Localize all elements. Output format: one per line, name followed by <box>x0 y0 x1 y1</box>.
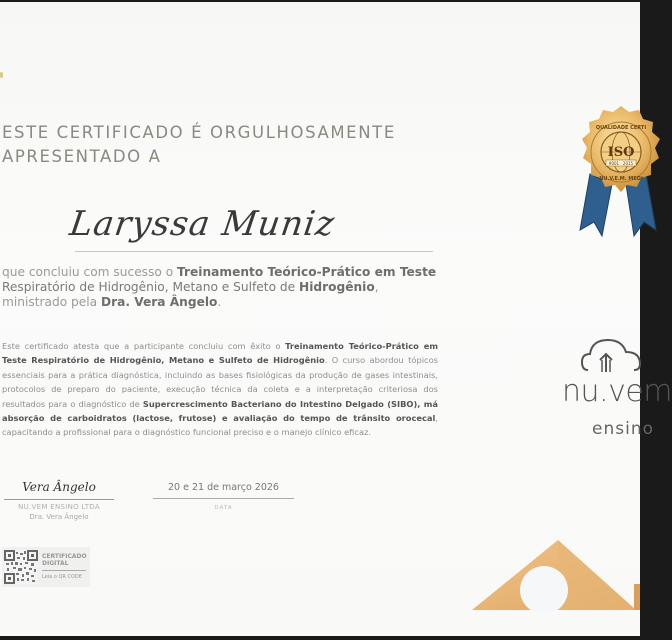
signature-script: Vera Ângelo <box>22 480 96 494</box>
qr-title <box>42 553 87 567</box>
corner-ornament <box>0 72 3 78</box>
description-paragraph <box>2 339 438 440</box>
date-value: 20 e 21 de março 2026 <box>168 482 279 493</box>
heading-line-2: APRESENTADO A <box>2 147 162 166</box>
body-bold: Supercrescimento Bacteriano do Intestino Delgado (SIBO), má absorção de carboidratos (lactose, frutose) e avaliação do tempo de trânsito orocecal <box>2 398 439 424</box>
svg-text:NU.V.E.M. MEDI: NU.V.E.M. MEDI <box>599 176 643 182</box>
name-underline <box>75 251 433 252</box>
body-text: . O curso abordou tópicos essenciais para a prática diagnóstica, incluindo as bases fisiológicas da produção de gases intestinais, protocolos de preparo do paciente, execução técnica da coleta e a interpretação criteriosa dos resultados para o diagnóstico de <box>2 355 438 409</box>
intro-text: que concluiu com sucesso o <box>2 265 178 279</box>
body-text: , capacitando a profissional para o diagnóstico funcional preciso e o manejo clínico eficaz. <box>2 413 438 438</box>
signature-line <box>4 499 114 500</box>
iso-quality-seal-icon <box>576 102 666 242</box>
intro-text: , ministrado pela <box>2 280 379 309</box>
intro-text: . <box>217 295 222 309</box>
brand-logo-subtitle: ensino <box>592 419 654 439</box>
pyramid-ornament-icon <box>460 532 640 612</box>
signature-person: Dra. Vera Ângelo <box>29 513 89 521</box>
qr-divider <box>42 570 86 571</box>
certificate-page <box>0 2 672 636</box>
signature-company: NU.VEM ENSINO LTDA <box>18 503 100 511</box>
brand-logo-text: nu.vem <box>562 374 672 409</box>
qr-title-line-1: CERTIFICADO <box>42 553 87 560</box>
body-text: Este certificado atesta que a participante concluiu com êxito o <box>2 341 286 351</box>
svg-text:9001 · 2015: 9001 · 2015 <box>608 160 634 166</box>
intro-paragraph <box>2 265 442 310</box>
qr-code-icon[interactable] <box>4 550 38 584</box>
intro-course-bold: Treinamento Teórico-Prático em Teste <box>177 265 437 279</box>
heading-line-1: ESTE CERTIFICADO É ORGULHOSAMENTE <box>2 123 396 142</box>
date-label: DATA <box>214 505 233 511</box>
digital-certificate-badge <box>2 547 90 587</box>
date-block <box>153 482 294 511</box>
intro-course-bold: Hidrogênio <box>299 280 375 294</box>
instructor-name: Dra. Vera Ângelo <box>101 295 218 309</box>
signature-block <box>4 480 114 521</box>
date-line <box>153 498 294 499</box>
svg-text:ISO: ISO <box>607 145 635 160</box>
qr-subtitle: Leia o QR CODE <box>42 574 82 580</box>
qr-title-line-2: DIGITAL <box>42 560 69 567</box>
intro-text: Respiratório de Hidrogênio, Metano e Sulfeto de <box>2 280 300 294</box>
recipient-name: Laryssa Muniz <box>67 204 338 244</box>
certificate-heading <box>2 121 396 169</box>
svg-text:QUALIDADE CERTI: QUALIDADE CERTI <box>595 125 647 131</box>
body-bold: Treinamento Teórico-Prático em Teste Respiratório de Hidrogênio, Metano e Sulfeto de Hidrogênio <box>2 341 438 366</box>
